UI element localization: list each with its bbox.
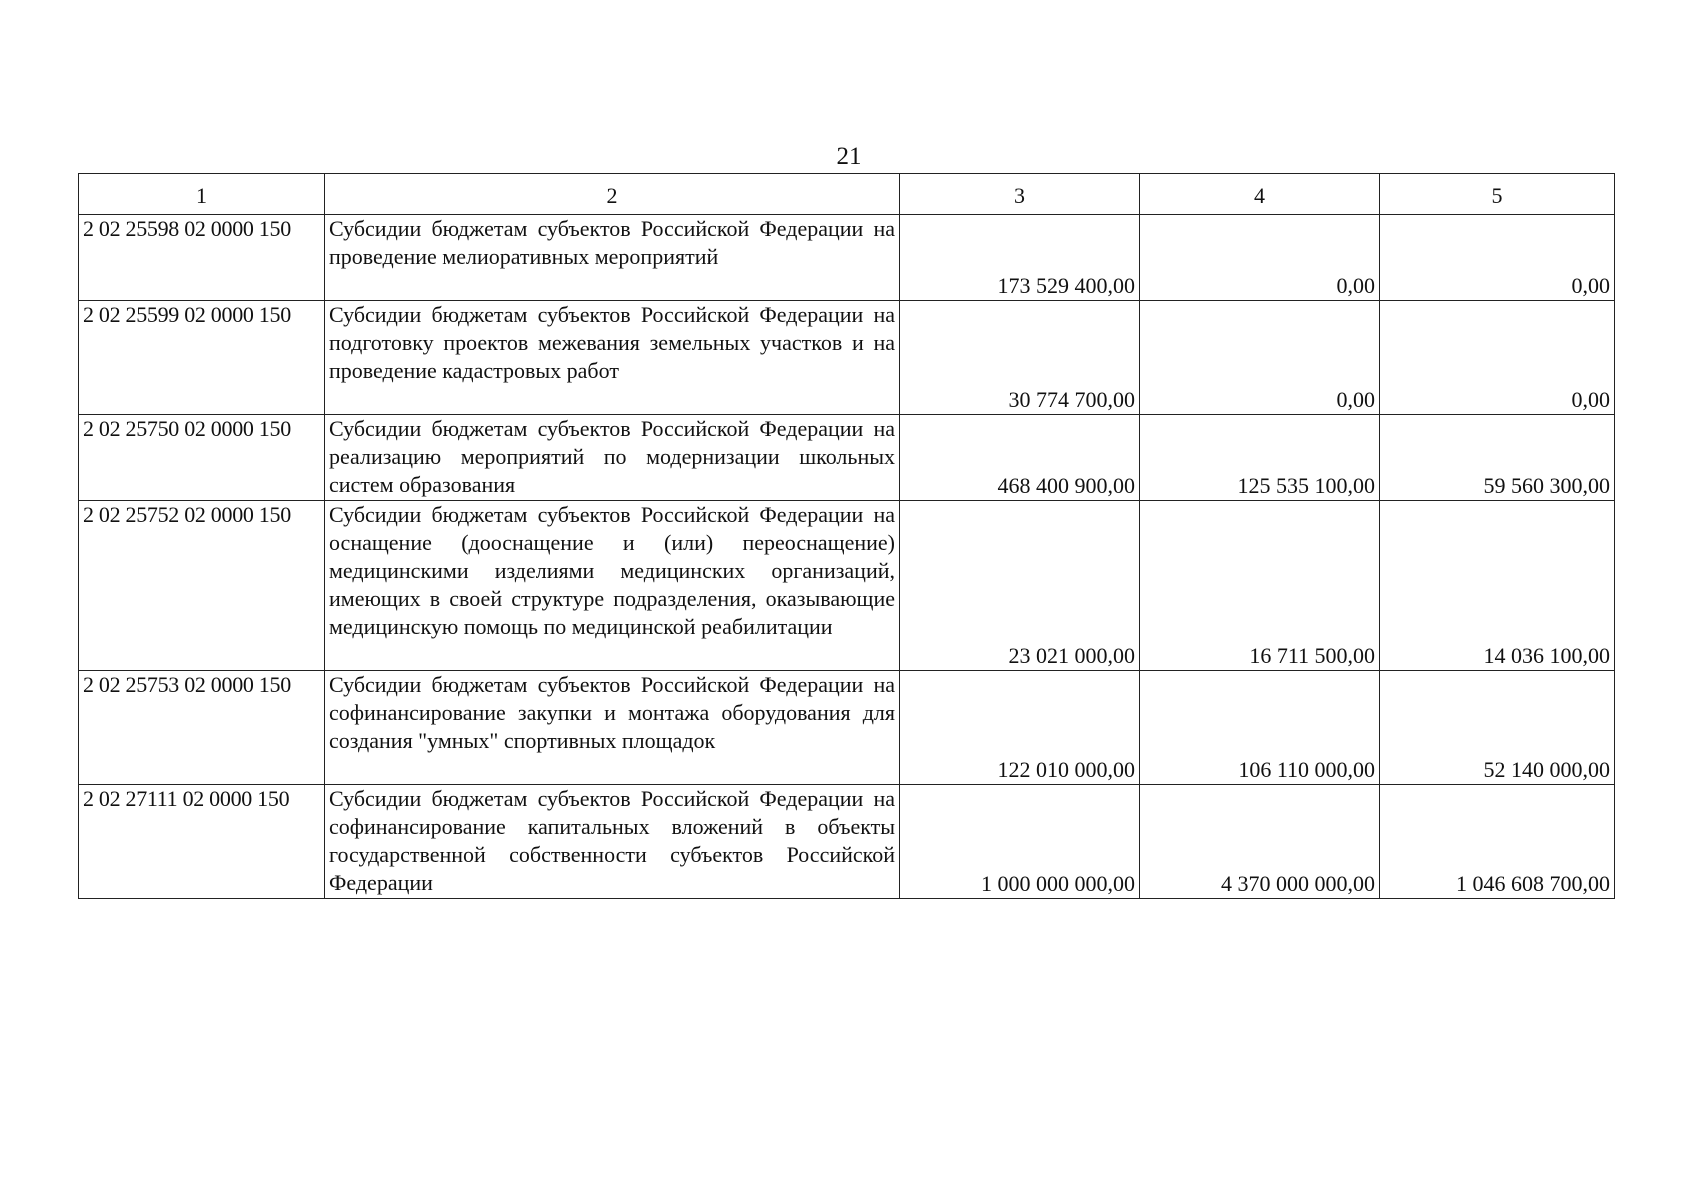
row-col5: 0,00 bbox=[1380, 215, 1615, 301]
row-code: 2 02 25752 02 0000 150 bbox=[79, 501, 325, 671]
table-header bbox=[79, 174, 1615, 215]
row-description: Субсидии бюджетам субъектов Российской Федерации на софинансирование закупки и монтажа оборудования для создания "умных" спортивных площадок bbox=[325, 671, 900, 785]
row-col5: 1 046 608 700,00 bbox=[1380, 785, 1615, 899]
header-col-5: 5 bbox=[1380, 174, 1615, 215]
row-col4: 16 711 500,00 bbox=[1140, 501, 1380, 671]
row-col3: 122 010 000,00 bbox=[900, 671, 1140, 785]
row-col4: 125 535 100,00 bbox=[1140, 415, 1380, 501]
row-col5: 59 560 300,00 bbox=[1380, 415, 1615, 501]
row-col4: 106 110 000,00 bbox=[1140, 671, 1380, 785]
row-code: 2 02 25750 02 0000 150 bbox=[79, 415, 325, 501]
header-col-1: 1 bbox=[79, 174, 325, 215]
row-col4: 0,00 bbox=[1140, 215, 1380, 301]
budget-table bbox=[78, 173, 1615, 899]
row-col3: 1 000 000 000,00 bbox=[900, 785, 1140, 899]
row-description: Субсидии бюджетам субъектов Российской Федерации на проведение мелиоративных мероприятий bbox=[325, 215, 900, 301]
table-row bbox=[79, 415, 1615, 501]
row-code: 2 02 25598 02 0000 150 bbox=[79, 215, 325, 301]
header-col-2: 2 bbox=[325, 174, 900, 215]
row-code: 2 02 25753 02 0000 150 bbox=[79, 671, 325, 785]
row-code: 2 02 25599 02 0000 150 bbox=[79, 301, 325, 415]
row-col4: 4 370 000 000,00 bbox=[1140, 785, 1380, 899]
table-row bbox=[79, 501, 1615, 671]
header-col-3: 3 bbox=[900, 174, 1140, 215]
page-number: 21 bbox=[836, 143, 862, 170]
row-col4: 0,00 bbox=[1140, 301, 1380, 415]
row-description: Субсидии бюджетам субъектов Российской Федерации на оснащение (дооснащение и (или) переоснащение) медицинскими изделиями медицинских организаций, имеющих в своей структуре подразделения, оказывающие медицинскую помощь по медицинской реабилитации bbox=[325, 501, 900, 671]
row-description: Субсидии бюджетам субъектов Российской Федерации на реализацию мероприятий по модернизации школьных систем образования bbox=[325, 415, 900, 501]
row-description: Субсидии бюджетам субъектов Российской Федерации на софинансирование капитальных вложений в объекты государственной собственности субъектов Российской Федерации bbox=[325, 785, 900, 899]
row-code: 2 02 27111 02 0000 150 bbox=[79, 785, 325, 899]
table-row bbox=[79, 215, 1615, 301]
header-col-4: 4 bbox=[1140, 174, 1380, 215]
header-row bbox=[79, 174, 1615, 215]
row-col3: 30 774 700,00 bbox=[900, 301, 1140, 415]
table-row bbox=[79, 785, 1615, 899]
row-col5: 52 140 000,00 bbox=[1380, 671, 1615, 785]
row-description: Субсидии бюджетам субъектов Российской Федерации на подготовку проектов межевания земельных участков и на проведение кадастровых работ bbox=[325, 301, 900, 415]
table-row bbox=[79, 671, 1615, 785]
row-col5: 14 036 100,00 bbox=[1380, 501, 1615, 671]
row-col3: 173 529 400,00 bbox=[900, 215, 1140, 301]
row-col3: 468 400 900,00 bbox=[900, 415, 1140, 501]
row-col5: 0,00 bbox=[1380, 301, 1615, 415]
row-col3: 23 021 000,00 bbox=[900, 501, 1140, 671]
table-body bbox=[79, 215, 1615, 899]
table-row bbox=[79, 301, 1615, 415]
